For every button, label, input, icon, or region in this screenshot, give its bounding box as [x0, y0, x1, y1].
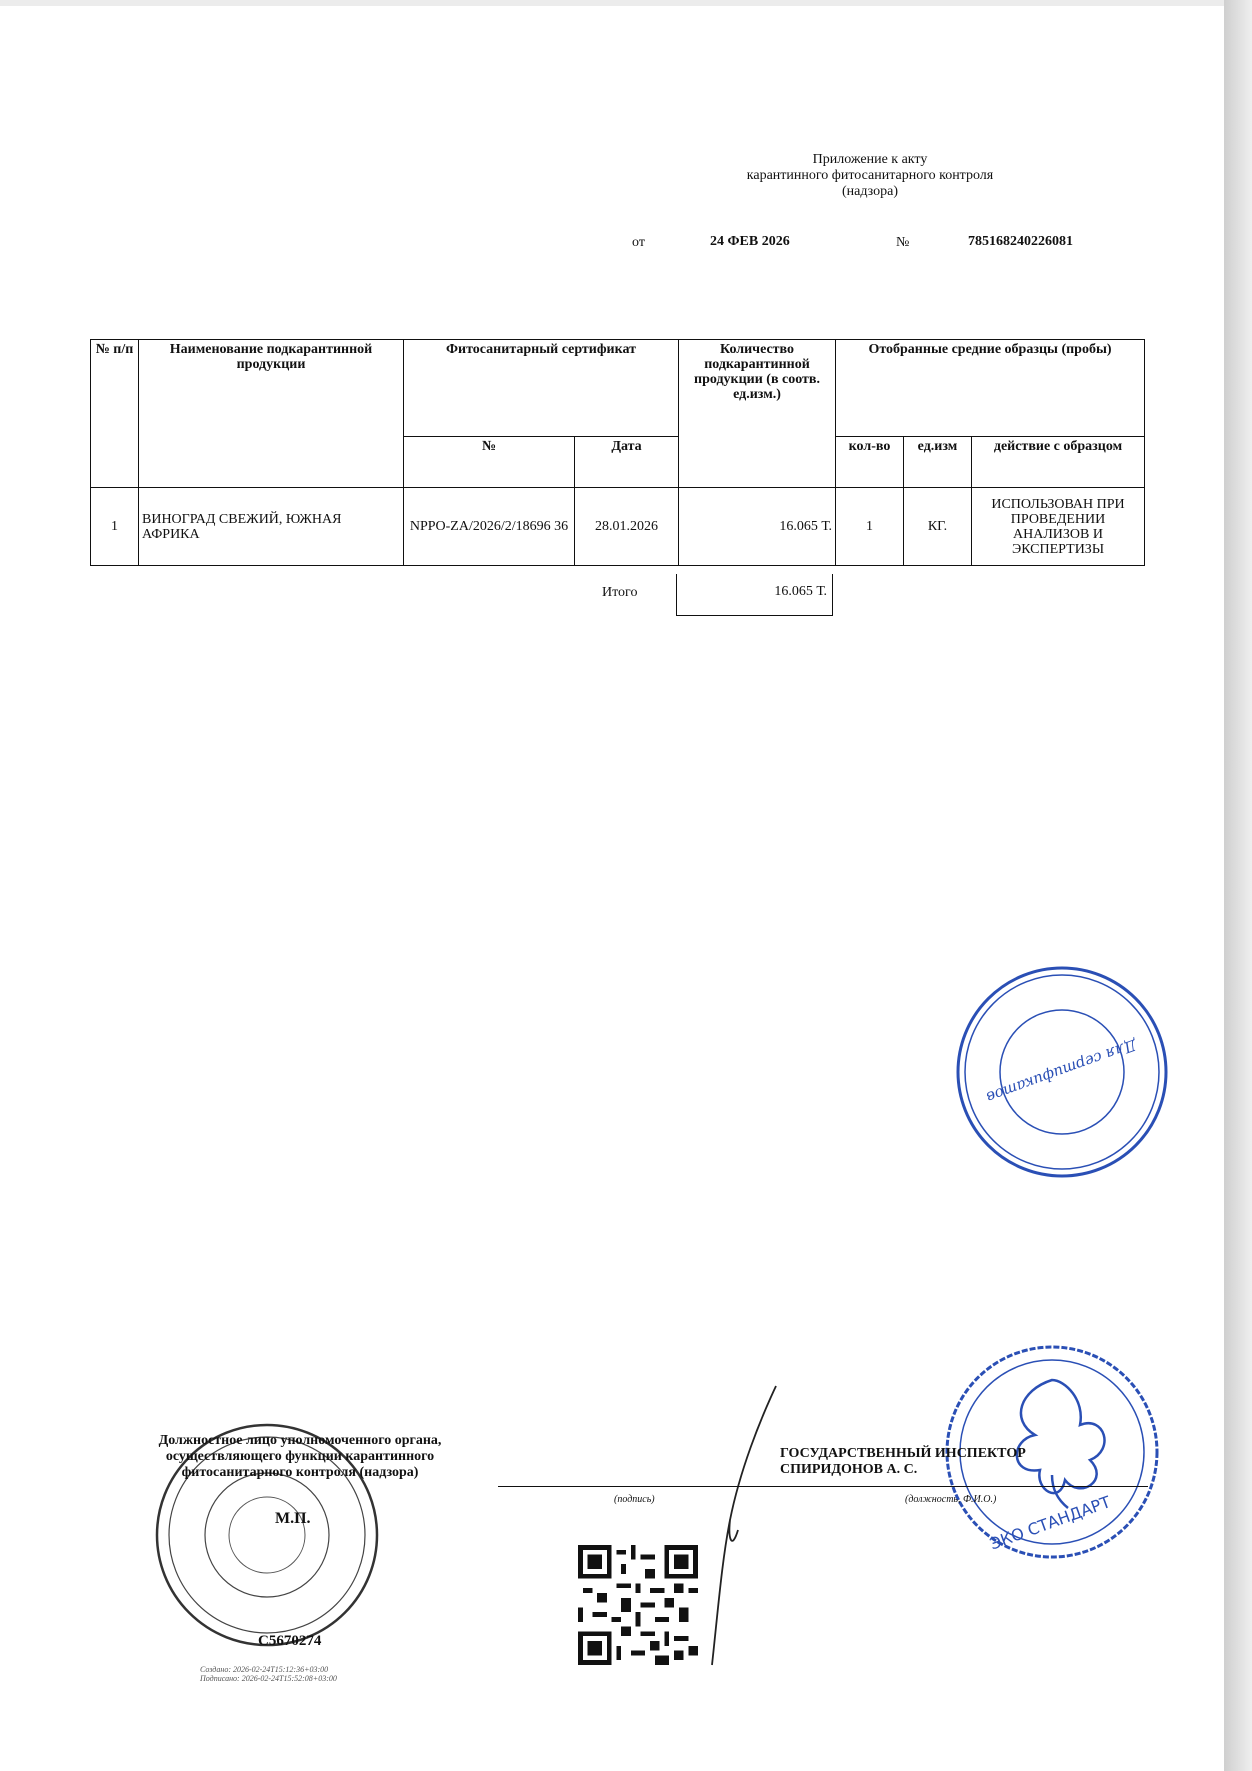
row-cert-date: 28.01.2026 — [575, 488, 679, 566]
act-number-label: № — [896, 235, 910, 250]
row-sample-action: ИСПОЛЬЗОВАН ПРИ ПРОВЕДЕНИИ АНАЛИЗОВ И ЭКСПЕРТИЗЫ — [972, 488, 1145, 566]
col-header-qty: Количество подкарантинной продукции (в соотв. ед.изм.) — [679, 340, 836, 488]
stamp2-label: ЭКО СТАНДАРТ — [987, 1492, 1114, 1554]
scan-edge — [0, 0, 1224, 6]
row-sample-qty: 1 — [836, 488, 904, 566]
signature-timestamps — [200, 1665, 337, 1683]
total-value: 16.065 Т. — [676, 574, 833, 616]
col-header-cert-num: № — [404, 437, 575, 488]
table-row — [91, 488, 1145, 566]
col-header-num: № п/п — [91, 340, 139, 488]
inspector-name: СПИРИДОНОВ А. С. — [780, 1462, 918, 1477]
col-header-samples: Отобранные средние образцы (пробы) — [836, 340, 1145, 437]
product-table — [90, 339, 1145, 566]
row-num: 1 — [91, 488, 139, 566]
inspector-block — [780, 1446, 1026, 1478]
inspector-title: ГОСУДАРСТВЕННЫЙ ИНСПЕКТОР — [780, 1446, 1026, 1461]
registration-number: С5670274 — [258, 1633, 322, 1649]
act-number: 785168240226081 — [968, 234, 1073, 249]
col-header-sample-action: действие с образцом — [972, 437, 1145, 488]
signature-caption: (подпись) — [614, 1494, 655, 1505]
row-sample-unit: КГ. — [904, 488, 972, 566]
act-date-label: от — [632, 235, 645, 250]
position-caption: (должность, Ф.И.О.) — [905, 1494, 997, 1505]
qr-code-icon — [578, 1545, 698, 1665]
col-header-cert-date: Дата — [575, 437, 679, 488]
row-product-name: ВИНОГРАД СВЕЖИЙ, ЮЖНАЯ АФРИКА — [139, 488, 404, 566]
signature-line — [498, 1486, 1148, 1487]
appendix-title-line1: Приложение к акту — [812, 152, 928, 167]
appendix-title-line3: (надзора) — [842, 184, 898, 199]
total-label: Итого — [602, 585, 638, 600]
seal-place-mark: М.П. — [275, 1510, 311, 1527]
row-cert-num: NPPO-ZA/2026/2/18696 36 — [404, 488, 575, 566]
col-header-sample-qty: кол-во — [836, 437, 904, 488]
act-date: 24 ФЕВ 2026 — [710, 234, 790, 249]
stamp1-label: Для сертификатов — [984, 1035, 1140, 1107]
official-position-text: Должностное лицо уполномоченного органа, осуществляющего функции карантинного фитосанитарного контроля (надзора) — [158, 1433, 442, 1480]
appendix-title-line2: карантинного фитосанитарного контроля — [746, 168, 994, 183]
appendix-header — [640, 152, 1100, 200]
row-qty: 16.065 Т. — [679, 488, 836, 566]
col-header-name: Наименование подкарантинной продукции — [139, 340, 404, 488]
col-header-sample-unit: ед.изм — [904, 437, 972, 488]
created-timestamp: Создано: 2026-02-24T15:12:36+03:00 — [200, 1665, 329, 1674]
scan-shadow — [1224, 0, 1252, 1771]
company-stamp-round — [950, 960, 1175, 1185]
col-header-cert: Фитосанитарный сертификат — [404, 340, 679, 437]
signature-icon — [700, 1380, 780, 1670]
signed-timestamp: Подписано: 2026-02-24T15:52:08+03:00 — [200, 1674, 337, 1683]
